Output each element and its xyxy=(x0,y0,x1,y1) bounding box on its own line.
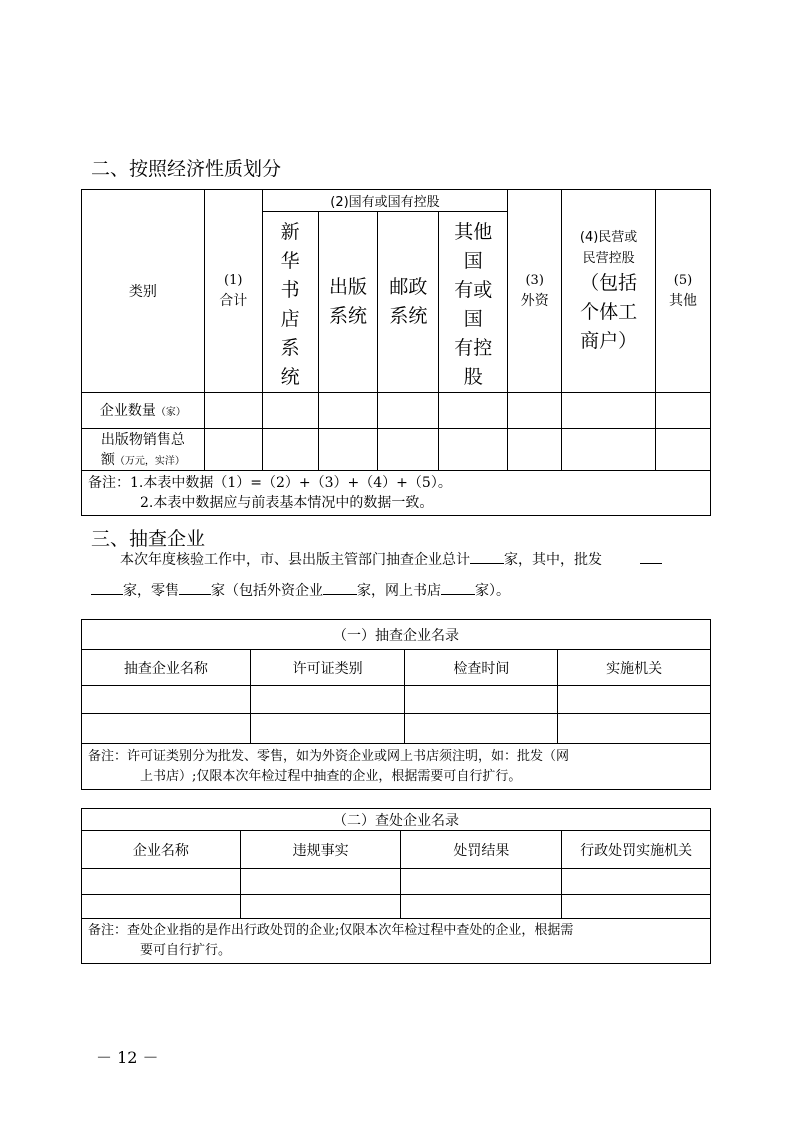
input-cell[interactable] xyxy=(204,429,262,471)
input-cell[interactable] xyxy=(204,393,262,429)
input-cell[interactable] xyxy=(562,869,711,895)
blank-wholesale-b[interactable] xyxy=(91,580,123,595)
input-cell[interactable] xyxy=(82,869,241,895)
header-postal: 邮政 系统 xyxy=(378,212,439,393)
input-cell[interactable] xyxy=(439,393,508,429)
col-header: 企业名称 xyxy=(82,831,241,869)
input-cell[interactable] xyxy=(378,429,439,471)
input-cell[interactable] xyxy=(262,393,318,429)
economic-nature-table xyxy=(81,189,711,516)
input-cell[interactable] xyxy=(401,895,562,919)
header-xinhua: 新 华 书 店 系 统 xyxy=(262,212,318,393)
col-header: 处罚结果 xyxy=(401,831,562,869)
input-cell[interactable] xyxy=(378,393,439,429)
row-enterprise-count: 企业数量（家） xyxy=(82,393,205,429)
input-cell[interactable] xyxy=(562,393,656,429)
input-cell[interactable] xyxy=(401,869,562,895)
col-header: 违规事实 xyxy=(240,831,401,869)
header-publishing: 出版 系统 xyxy=(318,212,378,393)
input-cell[interactable] xyxy=(562,895,711,919)
blank-retail[interactable] xyxy=(179,580,211,595)
table-b-note: 备注：查处企业指的是作出行政处罚的企业;仅限本次年检过程中查处的企业，根据需 要可自行扩行。 xyxy=(82,919,711,964)
blank-online[interactable] xyxy=(441,580,475,595)
blank-total[interactable] xyxy=(470,549,504,564)
input-cell[interactable] xyxy=(82,714,251,744)
header-foreign: (3) 外资 xyxy=(508,190,562,393)
input-cell[interactable] xyxy=(250,714,405,744)
inspected-enterprises-table xyxy=(81,619,711,790)
header-state-owned: (2)国有或国有控股 xyxy=(262,190,508,212)
input-cell[interactable] xyxy=(558,714,711,744)
input-cell[interactable] xyxy=(82,895,241,919)
table-row xyxy=(82,895,711,919)
input-cell[interactable] xyxy=(250,686,405,714)
table1-note: 备注：1.本表中数据（1）=（2）+（3）+（4）+（5）。 2.本表中数据应与前表基本情况中的数据一致。 xyxy=(82,471,711,516)
col-header: 实施机关 xyxy=(558,650,711,686)
section3-paragraph-line1: 本次年度核验工作中，市、县出版主管部门抽查企业总计 家，其中，批发 xyxy=(120,549,720,570)
table-a-note: 备注：许可证类别分为批发、零售，如为外资企业或网上书店须注明，如：批发（网 上书店）;仅限本次年检过程中抽查的企业，根据需要可自行扩行。 xyxy=(82,744,711,790)
section3-paragraph-line2: 家，零售 家（包括外资企业 家，网上书店 家）。 xyxy=(91,580,711,601)
table-b-title: （二）查处企业名录 xyxy=(82,809,711,831)
input-cell[interactable] xyxy=(656,393,711,429)
header-category: 类别 xyxy=(82,190,205,393)
input-cell[interactable] xyxy=(318,429,378,471)
col-header: 行政处罚实施机关 xyxy=(562,831,711,869)
header-other: (5) 其他 xyxy=(656,190,711,393)
table-a-title: （一）抽查企业名录 xyxy=(82,620,711,650)
col-header: 许可证类别 xyxy=(250,650,405,686)
section2-title: 二、按照经济性质划分 xyxy=(91,158,282,180)
input-cell[interactable] xyxy=(656,429,711,471)
input-cell[interactable] xyxy=(318,393,378,429)
table-row xyxy=(82,393,711,429)
input-cell[interactable] xyxy=(439,429,508,471)
row-sales-total: 出版物销售总 额（万元，实洋） xyxy=(82,429,205,471)
input-cell[interactable] xyxy=(405,714,558,744)
header-other-state: 其他 国 有或 国 有控 股 xyxy=(439,212,508,393)
table-row xyxy=(82,686,711,714)
input-cell[interactable] xyxy=(508,393,562,429)
table-row xyxy=(82,429,711,471)
input-cell[interactable] xyxy=(240,895,401,919)
col-header: 检查时间 xyxy=(405,650,558,686)
input-cell[interactable] xyxy=(240,869,401,895)
input-cell[interactable] xyxy=(558,686,711,714)
table-row xyxy=(82,714,711,744)
blank-wholesale-a[interactable] xyxy=(640,549,662,564)
input-cell[interactable] xyxy=(405,686,558,714)
input-cell[interactable] xyxy=(82,686,251,714)
section3-title: 三、抽查企业 xyxy=(91,528,206,550)
penalized-enterprises-table xyxy=(81,808,711,964)
header-total: (1) 合计 xyxy=(204,190,262,393)
col-header: 抽查企业名称 xyxy=(82,650,251,686)
input-cell[interactable] xyxy=(508,429,562,471)
input-cell[interactable] xyxy=(262,429,318,471)
input-cell[interactable] xyxy=(562,429,656,471)
blank-foreign[interactable] xyxy=(323,580,357,595)
table-row xyxy=(82,869,711,895)
header-private: (4)民营或 民营控股 （包括 个体工 商户） xyxy=(562,190,656,393)
page-number: － 12 － xyxy=(96,1048,159,1067)
